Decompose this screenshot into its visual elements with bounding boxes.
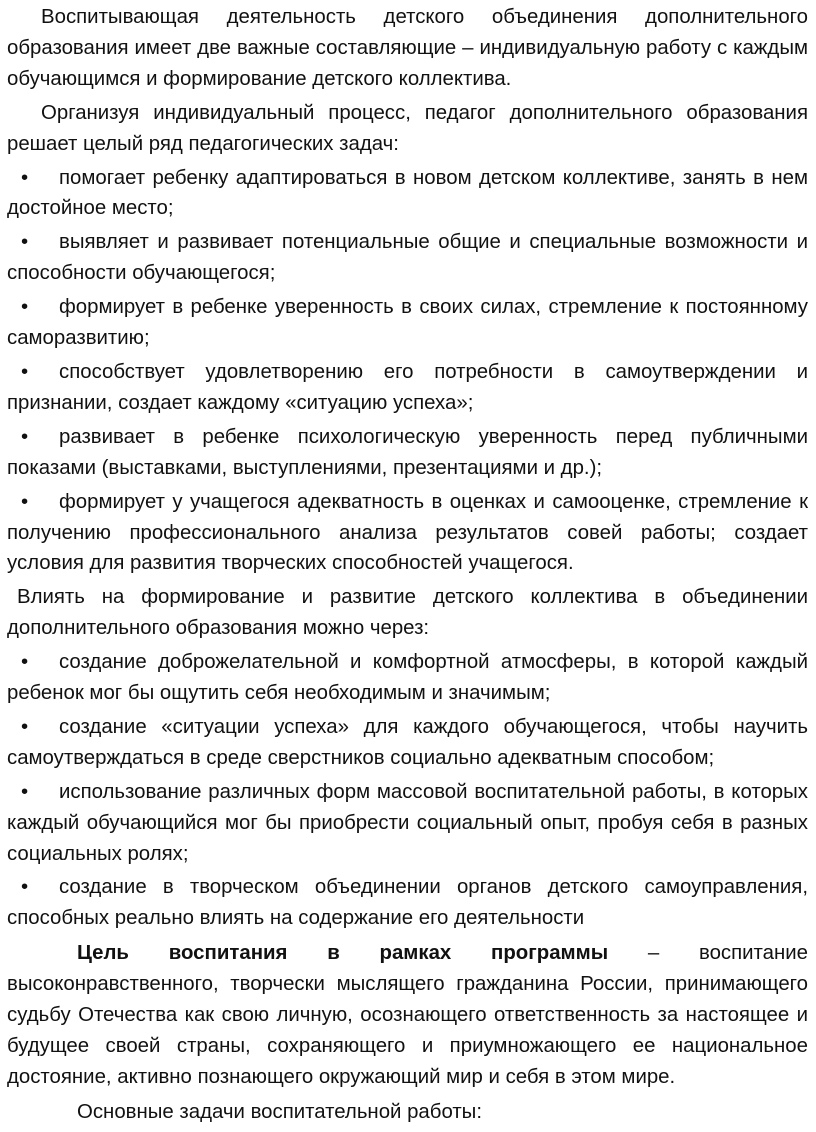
list-item [7,487,808,580]
list-item-text: развивает в ребенке психологическую уверенность перед публичными показами (выставками, выступлениями, презентациями и др.); [7,425,808,479]
bullet-mark: • [21,715,29,738]
list-item [7,292,808,354]
list-item [7,357,808,419]
bullet-mark: • [21,166,29,189]
tasks-bullet-list [7,163,808,580]
list-item-text: создание «ситуации успеха» для каждого обучающегося, чтобы научить самоутверждаться в среде сверстников социально адекватным способом; [7,715,808,769]
list-item [7,227,808,289]
collective-bullet-list [7,647,808,934]
list-item [7,712,808,774]
list-item-text: выявляет и развивает потенциальные общие и специальные возможности и способности обучающегося; [7,231,808,285]
goal-heading: Цель воспитания в рамках программы [77,942,609,965]
bullet-mark: • [21,296,29,319]
paragraph-education-goal [7,938,808,1093]
paragraph-collective: Влиять на формирование и развитие детского коллектива в объединении дополнительного образования можно через: [7,586,808,640]
list-item [7,422,808,484]
paragraph-individual-process: Организуя индивидуальный процесс, педагог дополнительного образования решает целый ряд педагогических задач: [7,101,808,155]
bullet-mark: • [21,876,29,899]
list-item-text: помогает ребенку адаптироваться в новом детском коллективе, занять в нем достойное место; [7,166,808,220]
bullet-mark: • [21,490,29,513]
bullet-mark: • [21,231,29,254]
list-item-text: использование различных форм массовой воспитательной работы, в которых каждый обучающийся мог бы приобрести социальный опыт, пробуя себя в разных социальных ролях; [7,780,808,865]
bullet-mark: • [21,780,29,803]
paragraph-main-tasks: Основные задачи воспитательной работы: [77,1100,483,1123]
list-item [7,777,808,870]
bullet-mark: • [21,651,29,674]
list-item [7,647,808,709]
bullet-mark: • [21,425,29,448]
goal-text: – воспитание высоконравственного, творчески мыслящего гражданина России, принимающего судьбу Отечества как свою личную, осознающего ответственность за настоящее и будущее своей страны, сохраняющего и приумножающего ее национальное достояние, активно познающего окружающий мир и себя в этом мире. [7,942,808,1088]
list-item-text: создание доброжелательной и комфортной атмосферы, в которой каждый ребенок мог бы ощутить себя необходимым и значимым; [7,651,808,705]
list-item-text: создание в творческом объединении органов детского самоуправления, способных реально влиять на содержание его деятельности [7,876,808,930]
paragraph-intro: Воспитывающая деятельность детского объединения дополнительного образования имеет две важные составляющие – индивидуальную работу с каждым обучающимся и формирование детского коллектива. [7,6,808,90]
list-item-text: способствует удовлетворению его потребности в самоутверждении и признании, создает каждому «ситуацию успеха»; [7,360,808,414]
list-item [7,872,808,934]
list-item [7,163,808,225]
list-item-text: формирует в ребенке уверенность в своих силах, стремление к постоянному саморазвитию; [7,296,808,350]
list-item-text: формирует у учащегося адекватность в оценках и самооценке, стремление к получению профессионального анализа результатов совей работы; создает условия для развития творческих способностей учащегося. [7,490,808,575]
bullet-mark: • [21,360,29,383]
